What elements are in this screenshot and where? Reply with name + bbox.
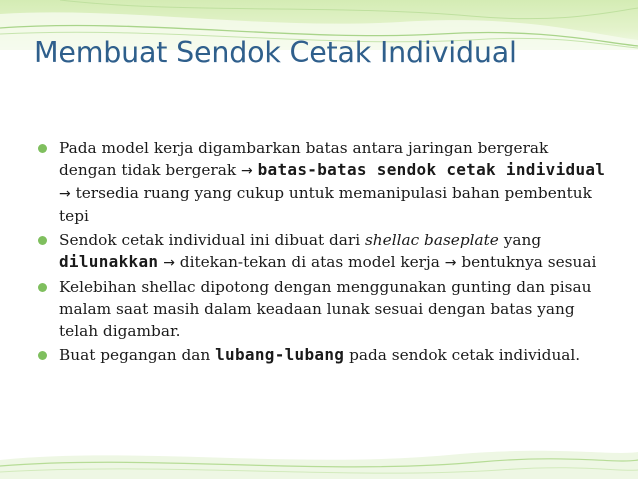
arrow-right-icon: → [444,255,457,271]
bullet-list [38,137,608,368]
bullet-item-3 [38,276,608,342]
arrow-right-icon: → [240,163,253,179]
bullet-text: pada sendok cetak individual. [344,346,581,364]
bullet-text: yang [498,231,542,249]
slide-title: Membuat Sendok Cetak Individual [34,36,517,69]
arrow-right-icon: → [163,255,175,271]
bullet-item-1 [38,137,608,227]
bullet-text: Buat pegangan dan [59,346,216,364]
italic-term: shellac baseplate [364,231,499,249]
bullet-text: ditekan-tekan di atas model kerja [174,253,445,271]
bullet-text: tersedia ruang yang cukup untuk memanipulasi bahan pembentuk tepi [59,184,592,225]
bullet-dot-icon [38,283,47,292]
emphasis-text: batas-batas sendok cetak individual [257,160,606,179]
emphasis-text: dilunakkan [59,252,159,271]
bullet-dot-icon [38,144,47,153]
bullet-text: Pada model kerja digambarkan batas antara jaringan bergerak dengan tidak bergerak [59,139,549,179]
bullet-dot-icon [38,351,47,360]
bullet-text: bentuknya sesuai [456,253,597,271]
bullet-text: Sendok cetak individual ini dibuat dari [59,231,365,249]
bottom-wave-decoration [0,440,638,479]
bullet-text: Kelebihan shellac dipotong dengan menggunakan gunting dan pisau malam saat masih dalam keadaan lunak sesuai dengan batas yang telah digambar. [59,278,592,340]
bullet-dot-icon [38,236,47,245]
bullet-item-2 [38,229,608,274]
bottom-decorative-band [0,440,638,479]
arrow-right-icon: → [59,186,71,202]
emphasis-text: lubang-lubang [215,345,345,364]
bullet-item-4 [38,344,608,366]
